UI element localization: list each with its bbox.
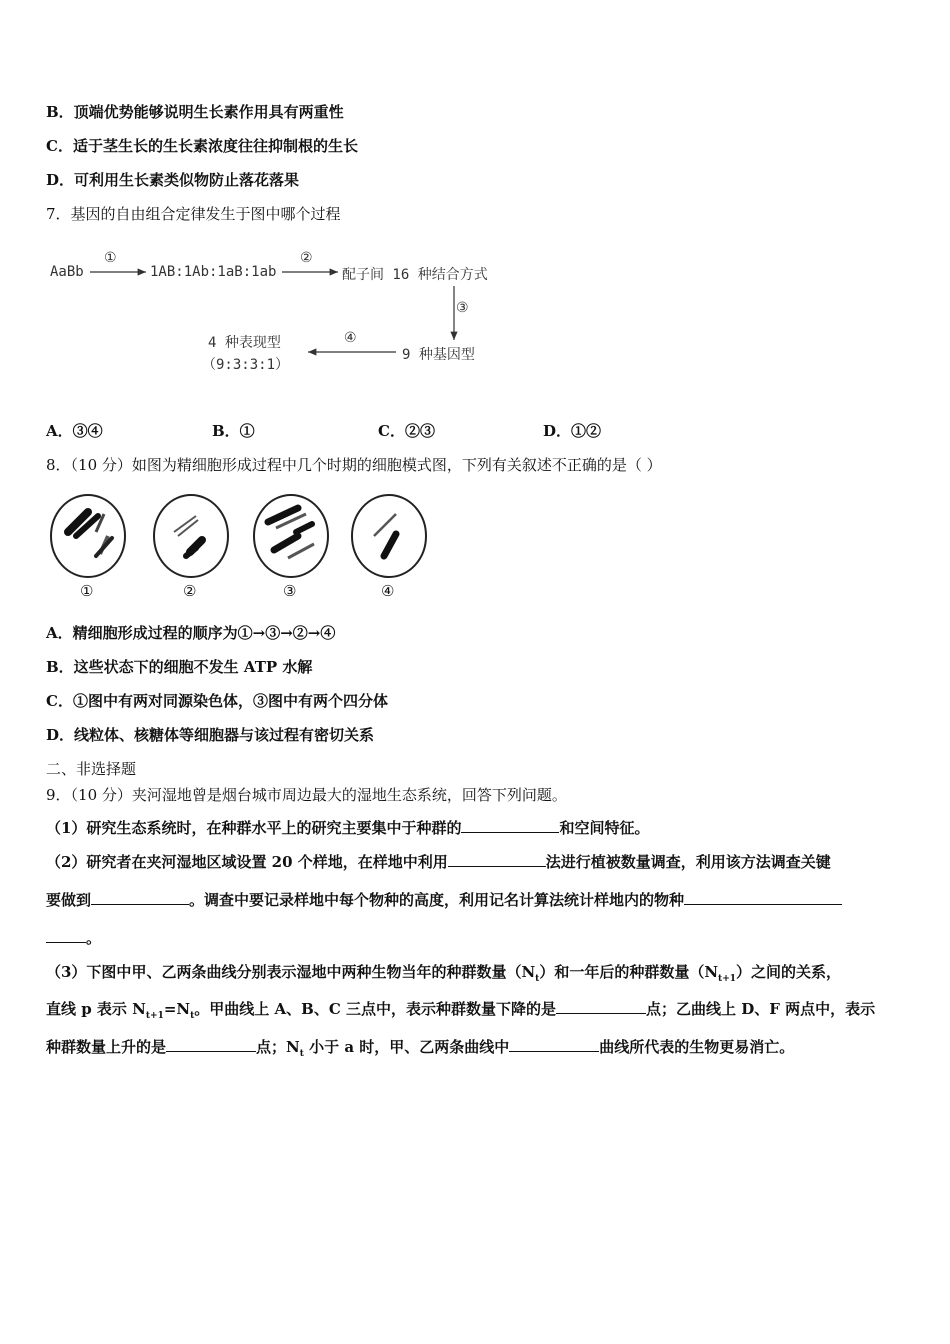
q9-stem: 9．（10 分）夹河湿地曾是烟台城市周边最大的湿地生态系统，回答下列问题。 [46, 786, 567, 804]
cell-label-2: ② [183, 582, 197, 600]
q8-option-a: A．精细胞形成过程的顺序为①→③→②→④ [46, 624, 336, 642]
q7-option-a: A．③④ [46, 422, 103, 440]
answer-blank[interactable] [684, 890, 842, 905]
q7-option-c: C．②③ [378, 422, 435, 440]
diagram-step1-label: ① [104, 250, 117, 266]
q9-part2-line3: 。 [46, 928, 101, 948]
diagram-step3-label: ③ [456, 300, 469, 316]
cell-label-1: ① [80, 582, 94, 600]
answer-blank[interactable] [461, 818, 559, 833]
q7-stem: 7．基因的自由组合定律发生于图中哪个过程 [46, 205, 341, 223]
q6-option-c: C．适于茎生长的生长素浓度往往抑制根的生长 [46, 137, 358, 155]
q6-option-d: D．可利用生长素类似物防止落花落果 [46, 171, 300, 189]
answer-blank[interactable] [556, 999, 646, 1014]
q7-option-d: D．①② [543, 422, 602, 440]
cell-label-4: ④ [381, 582, 395, 600]
diagram-step2-label: ② [300, 250, 313, 266]
answer-blank[interactable] [46, 928, 86, 943]
answer-blank[interactable] [509, 1037, 599, 1052]
cell-3 [254, 495, 328, 577]
q8-stem: 8．（10 分）如图为精细胞形成过程中几个时期的细胞模式图，下列有关叙述不正确的是（ ） [46, 456, 662, 474]
q9-part2-line1: （2）研究者在夹河湿地区域设置 20 个样地，在样地中利用 法进行植被数量调查，利用该方法调查关键 [46, 853, 831, 871]
q9-part1: （1）研究生态系统时，在种群水平上的研究主要集中于种群的 和空间特征。 [46, 819, 650, 837]
section-heading: 二、非选择题 [46, 760, 137, 778]
diagram-combinations: 配子间 16 种结合方式 [342, 267, 488, 283]
diagram-genotypes9: 9 种基因型 [402, 347, 475, 363]
q8-option-b: B．这些状态下的细胞不发生 ATP 水解 [46, 658, 313, 676]
diagram-step4-label: ④ [344, 330, 357, 346]
q9-part3-line2: 直线 p 表示 $N_{t+1}=N_t$。甲曲线上 A、B、C 三点中，表示种群数量下降的是 点；乙曲线上 D、F 两点中，表示 [46, 1000, 876, 1021]
q7-option-b: B．① [212, 422, 255, 440]
cell-label-3: ③ [283, 582, 297, 600]
diagram-genotype: AaBb [50, 264, 84, 280]
q8-option-d: D．线粒体、核糖体等细胞器与该过程有密切关系 [46, 726, 375, 744]
answer-blank[interactable] [448, 852, 546, 867]
answer-blank[interactable] [91, 890, 189, 905]
answer-blank[interactable] [166, 1037, 256, 1052]
cell-4 [352, 495, 426, 577]
diagram-ratio: （9:3:3:1） [202, 357, 290, 373]
q9-part3-line3: 种群数量上升的是 点；$N_t$ 小于 a 时，甲、乙两条曲线中 曲线所代表的生物更易消亡。 [46, 1038, 795, 1059]
cell-diagram [46, 492, 436, 604]
q6-option-b: B．顶端优势能够说明生长素作用具有两重性 [46, 103, 344, 121]
diagram-gametes: 1AB:1Ab:1aB:1ab [150, 264, 277, 280]
q8-option-c: C．①图中有两对同源染色体，③图中有两个四分体 [46, 692, 388, 710]
q9-part3-line1: （3）下图中甲、乙两条曲线分别表示湿地中两种生物当年的种群数量$(N_t)$和一年后的种群数量$(N_{t+1})$之间的关系， [46, 963, 842, 984]
genetics-flow-diagram [46, 248, 516, 388]
diagram-phenotypes: 4 种表现型 [208, 335, 281, 351]
q9-part2-line2: 要做到 。调查中要记录样地中每个物种的高度，利用记名计算法统计样地内的物种 [46, 890, 842, 910]
cell-1 [51, 495, 125, 577]
cell-2 [154, 495, 228, 577]
